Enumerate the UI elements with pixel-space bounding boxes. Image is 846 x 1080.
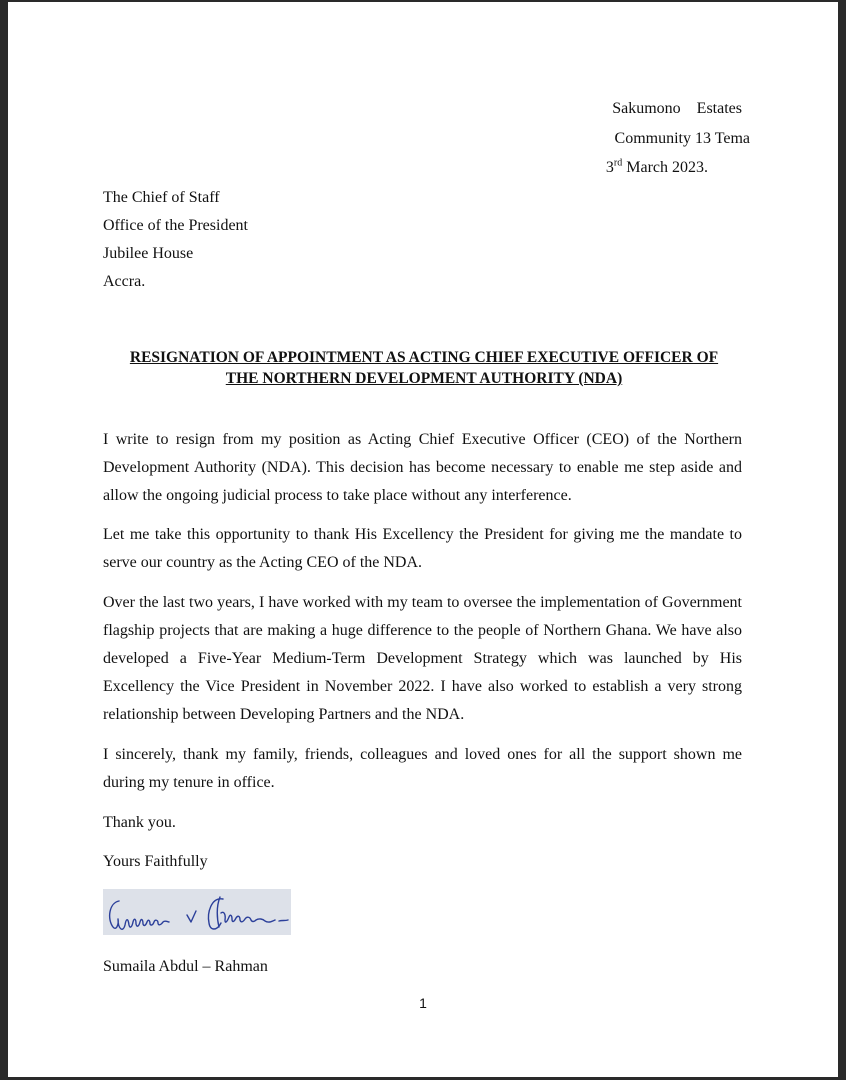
recipient-line-1: The Chief of Staff [103, 189, 220, 206]
recipient-line-3: Jubilee House [103, 245, 194, 262]
letter-page [8, 2, 838, 1077]
body-paragraph-1: I write to resign from my position as Acting Chief Executive Officer (CEO) of the Northern Development Authority (NDA). This decision has become necessary to enable me step aside and allow the ongoing judicial process to take place without any interference. [103, 431, 742, 504]
closing-thanks: Thank you. [103, 814, 176, 831]
date-day: 3 [605, 159, 614, 176]
signatory-name: Sumaila Abdul – Rahman [103, 958, 268, 975]
subject-line-2: THE NORTHERN DEVELOPMENT AUTHORITY (NDA) [225, 370, 623, 387]
subject-heading [103, 347, 745, 389]
signature-image [103, 889, 291, 935]
body-paragraph-2: Let me take this opportunity to thank His Excellency the President for giving me the mandate to serve our country as the Acting CEO of the NDA. [103, 526, 742, 571]
body-paragraph-3: Over the last two years, I have worked with my team to oversee the implementation of Government flagship projects that are making a huge difference to the people of Northern Ghana. We have also developed a Five-Year Medium-Term Development Strategy which was launched by His Excellency the Vice President in November 2022. I have also worked to establish a very strong relationship between Developing Partners and the NDA. [103, 594, 742, 723]
recipient-line-4: Accra. [103, 273, 146, 290]
sender-address-line-1: Sakumono Estates [612, 100, 742, 117]
signature-icon [103, 889, 291, 935]
recipient-line-2: Office of the President [103, 217, 248, 234]
date-suffix: rd [613, 157, 623, 169]
date-rest: March 2023. [622, 159, 708, 176]
letter-date [606, 158, 708, 178]
body-paragraph-4: I sincerely, thank my family, friends, colleagues and loved ones for all the support shown me during my tenure in office. [103, 746, 742, 791]
subject-line-1: RESIGNATION OF APPOINTMENT AS ACTING CHIEF EXECUTIVE OFFICER OF [129, 349, 719, 366]
sender-address-line-2: Community 13 Tema [614, 130, 750, 147]
closing-valediction: Yours Faithfully [103, 853, 208, 870]
page-number: 1 [419, 995, 427, 1011]
